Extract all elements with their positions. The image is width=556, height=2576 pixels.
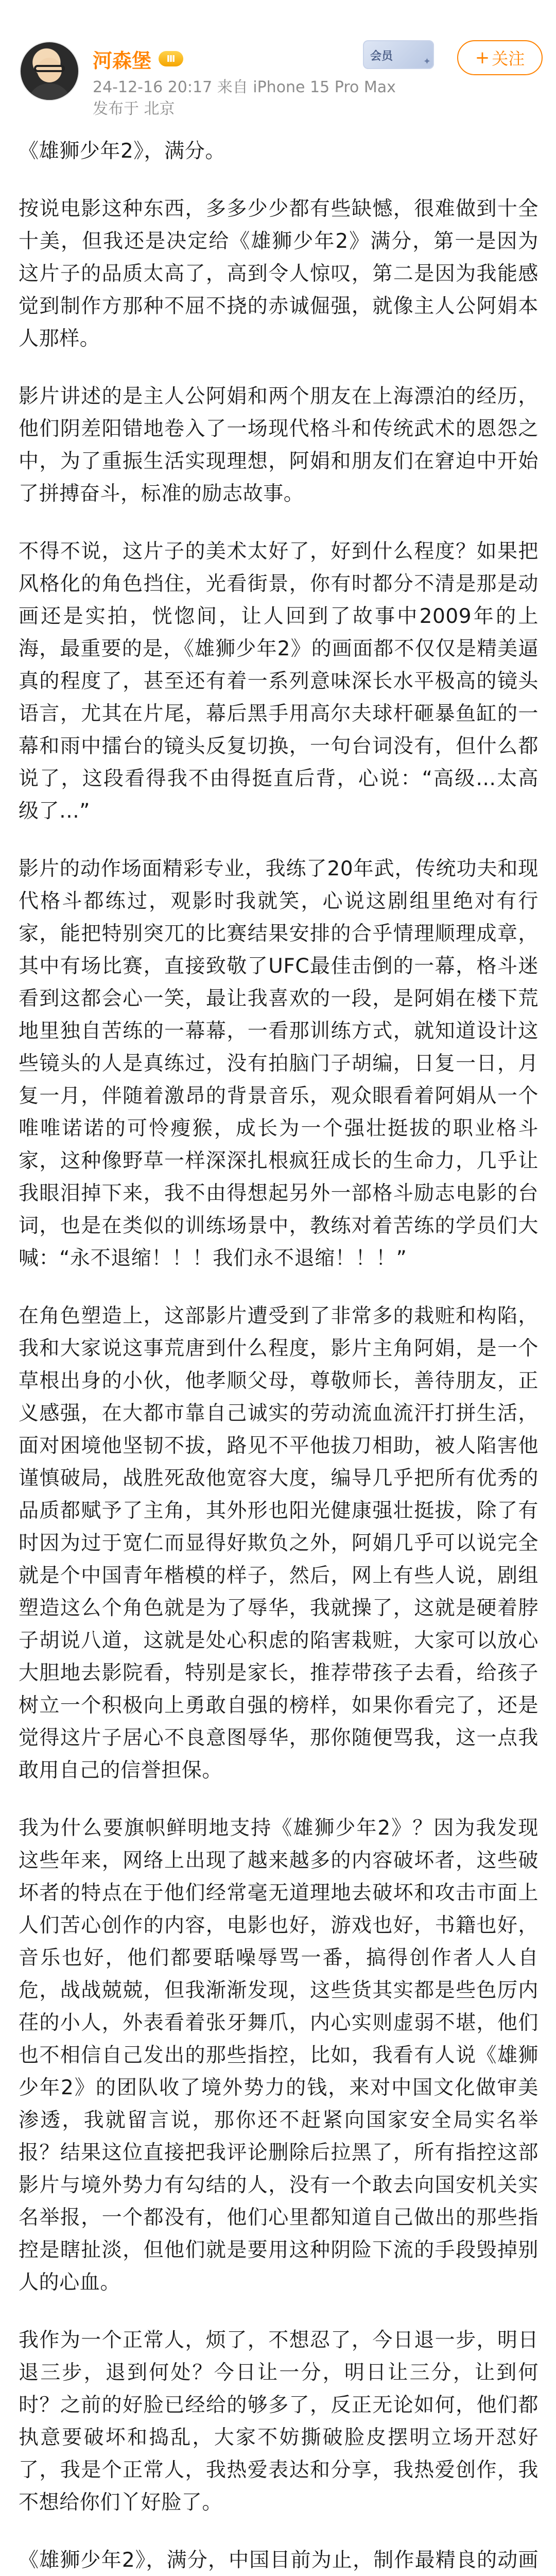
post-paragraph: 影片的动作场面精彩专业，我练了20年武，传统功夫和现代格斗都练过，观影时我就笑，心说这剧组里绝对有行家，能把特别突兀的比赛结果安排的合乎情理顺理成章，其中有场比赛，直接致敬了UFC最佳击倒的一幕，格斗迷看到这都会心一笑，最让我喜欢的一段，是阿娟在楼下荒地里独自苦练的一幕幕，一看那训练方式，就知道设计这些镜头的人是真练过，没有拍脑门子胡编，日复一日，月复一月，伴随着激昂的背景音乐，观众眼看着阿娟从一个唯唯诺诺的可怜瘦猴，成长为一个强壮挺拔的职业格斗家，这种像野草一样深深扎根疯狂成长的生命力，几乎让我眼泪掉下来，我不由得想起另外一部格斗励志电影的台词，也是在类似的训练场景中，教练对着苦练的学员们大喊：“永不退缩！！！我们永不退缩！！！” [19, 857, 538, 1270]
post-paragraph: 《雄狮少年2》，满分，中国目前为止，制作最精良的动画 [19, 2549, 538, 2572]
vip-tag-icon[interactable] [363, 40, 434, 69]
post-paragraph: 我作为一个正常人，烦了，不想忍了，今日退一步，明日退三步，退到何处？今日让一分，明日让三分，让到何时？之前的好脸已经给的够多了，反正无论如何，他们都执意要破坏和捣乱，大家不妨撕破脸皮摆明立场开怼好了，我是个正常人，我热爱表达和分享，我热爱创作，我不想给你们丫好脸了。 [19, 2329, 538, 2514]
post-location: 发布于 北京 [93, 100, 175, 118]
post-source: 来自 iPhone 15 Pro Max [217, 78, 396, 96]
post-body [19, 135, 538, 2576]
post-meta [93, 77, 396, 98]
plus-icon: + [475, 47, 490, 68]
post-paragraph: 我为什么要旗帜鲜明地支持《雄狮少年2》？因为我发现这些年来，网络上出现了越来越多的内容破坏者，这些破坏者的特点在于他们经常毫无道理地去破坏和攻击市面上人们苦心创作的内容，电影也好，游戏也好，书籍也好，音乐也好，他们都要聒噪辱骂一番，搞得创作者人人自危，战战兢兢，但我渐渐发现，这些货其实都是些色厉内荏的小人，外表看着张牙舞爪，内心实则虚弱不堪，他们也不相信自己发出的那些指控，比如，我看有人说《雄狮少年2》的团队收了境外势力的钱，来对中国文化做审美渗透，我就留言说，那你还不赶紧向国家安全局实名举报？结果这位直接把我评论删除后拉黑了，所有指控这部影片与境外势力有勾结的人，没有一个敢去向国安机关实名举报，一个都没有，他们心里都知道自己做出的那些指控是瞎扯淡，但他们就是要用这种阴险下流的手段毁掉别人的心血。 [19, 1817, 538, 2294]
post-header [0, 0, 556, 118]
name-row [93, 47, 183, 70]
post-paragraph: 按说电影这种东西，多多少少都有些缺憾，很难做到十全十美，但我还是决定给《雄狮少年2》满分，第一是因为这片子的品质太高了，高到令人惊叹，第二是因为我能感觉到制作方那种不屈不挠的赤诚倔强，就像主人公阿娟本人那样。 [19, 197, 538, 350]
avatar[interactable] [20, 41, 79, 101]
username[interactable]: 河森堡 [93, 49, 152, 72]
level-badge-icon: Ⅲ [159, 51, 183, 66]
follow-button[interactable] [457, 40, 543, 75]
post-paragraph: 《雄狮少年2》，满分。 [19, 140, 225, 163]
avatar-shirt [28, 83, 71, 101]
vip-star-icon: ✦ [423, 56, 431, 67]
post-paragraph: 影片讲述的是主人公阿娟和两个朋友在上海漂泊的经历，他们阴差阳错地卷入了一场现代格斗和传统武术的恩怨之中，为了重振生活实现理想，阿娟和朋友们在窘迫中开始了拼搏奋斗，标准的励志故事。 [19, 385, 538, 505]
post-paragraph: 在角色塑造上，这部影片遭受到了非常多的栽赃和构陷，我和大家说这事荒唐到什么程度，影片主角阿娟，是一个草根出身的小伙，他孝顺父母，尊敬师长，善待朋友，正义感强，在大都市靠自己诚实的劳动流血流汗打拼生活，面对困境他坚韧不拔，路见不平他拔刀相助，被人陷害他谨慎破局，战胜死敌他宽容大度，编导几乎把所有优秀的品质都赋予了主角，其外形也阳光健康强壮挺拔，除了有时因为过于宽仁而显得好欺负之外，阿娟几乎可以说完全就是个中国青年楷模的样子，然后，网上有些人说，剧组塑造这么个角色就是为了辱华，我就操了，这就是硬着脖子胡说八道，这就是处心积虑的陷害栽赃，大家可以放心大胆地去影院看，特别是家长，推荐带孩子去看，给孩子树立一个积极向上勇敢自强的榜样，如果你看完了，还是觉得这片子居心不良意图辱华，那你随便骂我，这一点我敢用自己的信誉担保。 [19, 1304, 538, 1782]
follow-label: 关注 [492, 49, 525, 69]
timestamp: 24-12-16 20:17 [93, 78, 213, 96]
post-paragraph: 不得不说，这片子的美术太好了，好到什么程度？如果把风格化的角色挡住，光看街景，你有时都分不清是那是动画还是实拍，恍惚间，让人回到了故事中2009年的上海，最重要的是，《雄狮少年2》的画面都不仅仅是精美逼真的程度了，甚至还有着一系列意味深长水平极高的镜头语言，尤其在片尾，幕后黑手用高尔夫球杆砸暴鱼缸的一幕和雨中擂台的镜头反复切换，一句台词没有，但什么都说了，这段看得我不由得挺直后背，心说：“高级...太高级了...” [19, 540, 538, 823]
avatar-glasses [34, 65, 65, 72]
vip-tag-label: 会员 [370, 50, 393, 63]
